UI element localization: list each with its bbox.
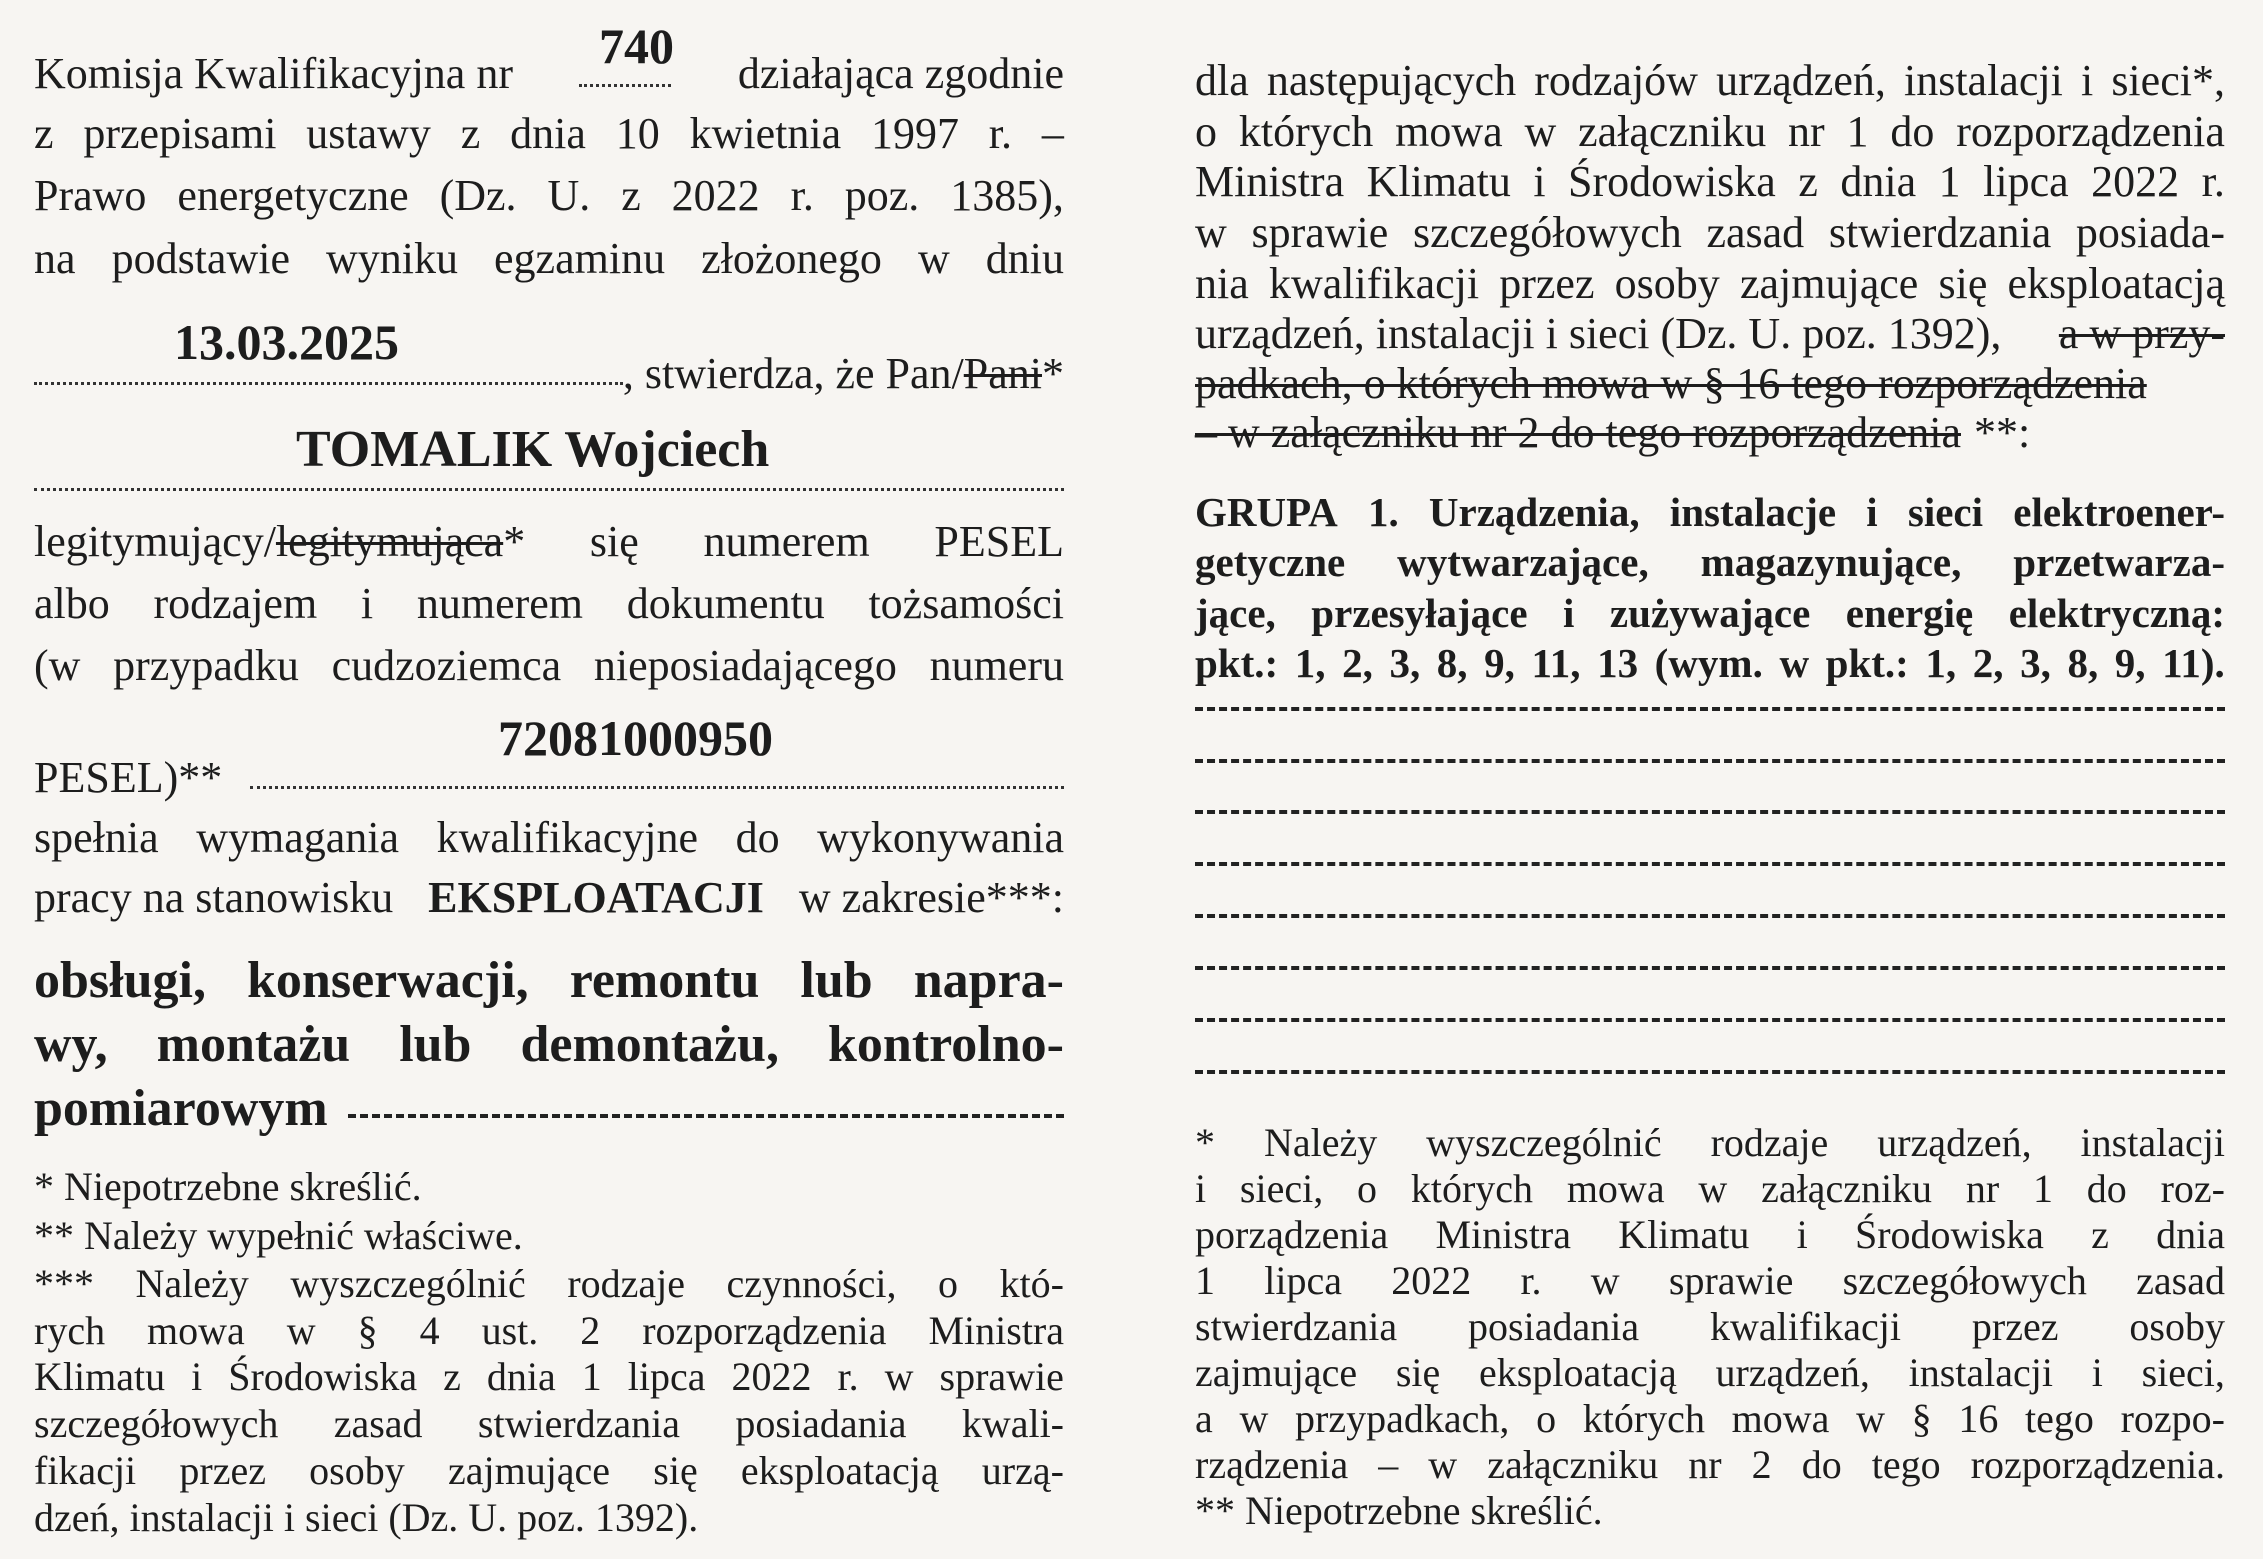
footnote: dzeń, instalacji i sieci (Dz. U. poz. 1392). bbox=[34, 1495, 699, 1540]
word: 2, bbox=[1342, 640, 1373, 686]
line-date: , stwierdza, że Pan/Pani* bbox=[34, 348, 1064, 400]
word: – bbox=[1041, 109, 1064, 158]
word: się bbox=[1938, 259, 1988, 308]
word: stwierdzania bbox=[1195, 1304, 1398, 1349]
word: załączniku bbox=[1761, 1166, 1933, 1211]
dashed-line bbox=[1195, 759, 2225, 763]
word: sprawie bbox=[939, 1354, 1064, 1399]
word: dla bbox=[1195, 56, 1249, 105]
word: Należy bbox=[135, 1261, 249, 1306]
footnote bbox=[1195, 1165, 2225, 1212]
word: i bbox=[360, 579, 374, 628]
word: nr bbox=[1965, 1166, 2000, 1211]
word: w bbox=[1590, 1258, 1620, 1303]
word: w bbox=[1239, 1396, 1269, 1441]
dashed-line bbox=[1195, 862, 2225, 866]
dashed-line bbox=[1195, 1018, 2225, 1022]
footnote bbox=[34, 1353, 1064, 1400]
word: przez bbox=[1971, 1304, 2059, 1349]
word: sieci bbox=[1907, 489, 1984, 535]
word: czynności, bbox=[726, 1261, 897, 1306]
word: pkt.: bbox=[1195, 640, 1279, 686]
text-line bbox=[1195, 207, 2225, 259]
word: przetwarza- bbox=[2013, 539, 2225, 585]
word: zajmujące bbox=[1195, 1350, 1358, 1395]
word: energetyczne bbox=[177, 171, 409, 220]
scope-line-last: pomiarowym bbox=[34, 1078, 1064, 1140]
word: w bbox=[1856, 1396, 1885, 1441]
commission-dots bbox=[579, 48, 671, 87]
word: eksploatacją bbox=[2007, 259, 2225, 308]
word: z bbox=[34, 109, 54, 158]
exam-date: 13.03.2025 bbox=[174, 314, 399, 370]
dashed-line bbox=[1195, 810, 2225, 814]
word: 3, bbox=[2020, 640, 2051, 686]
word: nieposiadającego bbox=[593, 641, 897, 690]
word: wymagania bbox=[196, 813, 400, 862]
word: dnia bbox=[510, 109, 586, 158]
word: w bbox=[1428, 1442, 1458, 1487]
word: napra- bbox=[913, 952, 1064, 1009]
word: sprawie bbox=[1251, 208, 1389, 257]
word: mowa bbox=[1731, 1396, 1830, 1441]
word: Klimatu bbox=[1366, 157, 1511, 206]
word: ustawy bbox=[306, 109, 431, 158]
word: z bbox=[443, 1354, 461, 1399]
group-line bbox=[1195, 588, 2225, 638]
line-position: pracy na stanowisku EKSPLOATACJI w zakresie***: bbox=[34, 873, 1064, 922]
word: poz. bbox=[844, 171, 920, 220]
word: Ministra bbox=[1435, 1212, 1571, 1257]
word: lub bbox=[399, 1016, 472, 1073]
word: i bbox=[191, 1354, 203, 1399]
word: i bbox=[1866, 489, 1878, 535]
word: i bbox=[2091, 1350, 2103, 1395]
word: stwierdzania bbox=[477, 1401, 681, 1446]
word: 1385), bbox=[950, 171, 1064, 220]
word: o bbox=[1536, 1396, 1557, 1441]
word: w bbox=[1524, 107, 1557, 156]
pesel-number: 72081000950 bbox=[498, 710, 773, 766]
word: 1997 bbox=[870, 109, 959, 158]
word: montażu bbox=[156, 1016, 351, 1073]
word: w bbox=[286, 1308, 316, 1353]
word: do bbox=[1890, 107, 1935, 156]
word: lipca bbox=[627, 1354, 706, 1399]
word: wy, bbox=[34, 1016, 108, 1073]
word: 11, bbox=[1531, 640, 1581, 686]
word: obsługi, bbox=[34, 952, 206, 1009]
word: 8, bbox=[1436, 640, 1468, 686]
word: fikacji bbox=[34, 1448, 137, 1493]
text-line bbox=[1195, 258, 2225, 310]
group-line bbox=[1195, 638, 2225, 688]
word: dnia bbox=[486, 1354, 556, 1399]
word: elektroener- bbox=[2013, 489, 2225, 535]
word: demontażu, bbox=[520, 1016, 780, 1073]
word: nia bbox=[1195, 259, 1249, 308]
word: 2022 bbox=[1391, 1258, 1472, 1303]
text-line bbox=[34, 578, 1064, 630]
word: numeru bbox=[929, 641, 1064, 690]
word: kwali- bbox=[961, 1401, 1064, 1446]
word: egzaminu bbox=[494, 234, 666, 283]
word: instalacje bbox=[1669, 489, 1837, 535]
word: wyniku bbox=[326, 234, 458, 283]
word: kwietnia bbox=[689, 109, 842, 158]
word: 9, bbox=[1484, 640, 1515, 686]
word: o bbox=[938, 1261, 959, 1306]
word: 4 bbox=[419, 1308, 440, 1353]
word: U. bbox=[547, 171, 591, 220]
footnote bbox=[34, 1307, 1064, 1354]
word: i bbox=[1195, 1166, 1207, 1211]
word: tożsamości bbox=[868, 579, 1064, 628]
text-line bbox=[34, 640, 1064, 692]
word: zajmujące bbox=[1739, 259, 1919, 308]
word: GRUPA bbox=[1195, 489, 1338, 535]
word: lipca bbox=[1983, 157, 2069, 206]
word: zajmujące bbox=[447, 1448, 611, 1493]
word: rozporządzenia. bbox=[1970, 1442, 2225, 1487]
word: przypadku bbox=[113, 641, 299, 690]
word: cudzoziemca bbox=[331, 641, 562, 690]
word: do bbox=[735, 813, 780, 862]
footnote bbox=[1195, 1257, 2225, 1304]
word: 2022 bbox=[671, 171, 760, 220]
word: urzą- bbox=[981, 1448, 1064, 1493]
word: urządzeń, bbox=[1877, 1120, 2032, 1165]
word: 1, bbox=[1294, 640, 1326, 686]
word: Ministra bbox=[928, 1308, 1064, 1353]
word: spełnia bbox=[34, 813, 159, 862]
word: Należy bbox=[1263, 1120, 1378, 1165]
word: mowa bbox=[1566, 1166, 1665, 1211]
dashed-line bbox=[1195, 707, 2225, 711]
group-line bbox=[1195, 537, 2225, 587]
word: na bbox=[34, 234, 76, 283]
word: z bbox=[1798, 157, 1818, 206]
name-dots bbox=[34, 488, 1064, 491]
scope-line bbox=[34, 1014, 1064, 1076]
word: eksploatacją bbox=[740, 1448, 939, 1493]
word: Środowiska bbox=[1854, 1212, 2044, 1257]
word: z bbox=[621, 171, 641, 220]
word: magazynujące, bbox=[1700, 539, 1962, 585]
dashed-line bbox=[1195, 1070, 2225, 1074]
word: o bbox=[1357, 1166, 1378, 1211]
word: Urządzenia, bbox=[1428, 489, 1640, 535]
word: kwalifikacyjne bbox=[436, 813, 699, 862]
footnote bbox=[34, 1447, 1064, 1494]
word: (Dz. bbox=[439, 171, 517, 220]
word: numerem bbox=[416, 579, 584, 628]
word: lipca bbox=[1264, 1258, 1342, 1303]
word: rodzaje bbox=[1710, 1120, 1829, 1165]
word: rodzajów bbox=[1534, 56, 1698, 105]
word: a bbox=[1195, 1396, 1213, 1441]
word: tego bbox=[1871, 1442, 1941, 1487]
pesel-dots bbox=[250, 752, 1064, 789]
word: 1 bbox=[2032, 1166, 2053, 1211]
word: r. bbox=[2201, 157, 2225, 206]
word: 2 bbox=[580, 1308, 601, 1353]
word: się bbox=[653, 1448, 698, 1493]
word: 1 bbox=[1938, 157, 1961, 206]
word: wykonywania bbox=[817, 813, 1064, 862]
commission-number: 740 bbox=[599, 18, 674, 74]
word: instalacji bbox=[2080, 1120, 2225, 1165]
word: (w bbox=[34, 641, 81, 690]
text-line bbox=[34, 108, 1064, 160]
date-dots bbox=[34, 348, 623, 385]
word: wytwarzające, bbox=[1397, 539, 1649, 585]
word: 1. bbox=[1367, 489, 1399, 535]
word: (wym. bbox=[1654, 640, 1763, 686]
word: rodzaje bbox=[567, 1261, 686, 1306]
word: w bbox=[1195, 208, 1227, 257]
line-pesel: PESEL)** bbox=[34, 752, 1064, 804]
word: złożonego bbox=[701, 234, 882, 283]
word: załączniku bbox=[1578, 107, 1767, 156]
word: wyszczególnić bbox=[290, 1261, 526, 1306]
word: 1 bbox=[581, 1354, 602, 1399]
line-commission: Komisja Kwalifikacyjna nr działająca zgodnie bbox=[34, 49, 1064, 98]
word: jące, bbox=[1195, 590, 1276, 636]
footnote: * Niepotrzebne skreślić. bbox=[34, 1164, 422, 1209]
word: przepisami bbox=[83, 109, 277, 158]
word: elektryczną: bbox=[2008, 590, 2225, 636]
word: szczegółowych bbox=[34, 1401, 279, 1446]
word: 11). bbox=[2162, 640, 2225, 686]
word: do bbox=[1801, 1442, 1842, 1487]
word: dokumentu bbox=[626, 579, 825, 628]
footnote bbox=[1195, 1119, 2225, 1166]
word: zasad bbox=[1706, 208, 1805, 257]
word: i bbox=[1796, 1212, 1808, 1257]
word: zasad bbox=[333, 1401, 423, 1446]
word: osoby bbox=[309, 1448, 405, 1493]
word: r. bbox=[790, 171, 814, 220]
word: z bbox=[460, 109, 481, 158]
word: instalacji bbox=[1903, 56, 2063, 105]
word: mowa bbox=[147, 1308, 245, 1353]
word: energię bbox=[1845, 590, 1974, 636]
word: – bbox=[1378, 1442, 1399, 1487]
word: pkt.: bbox=[1825, 640, 1909, 686]
word: wyszczególnić bbox=[1426, 1120, 1662, 1165]
word: przypadkach, bbox=[1295, 1396, 1510, 1441]
word: z bbox=[2091, 1212, 2109, 1257]
word: sprawie bbox=[1668, 1258, 1794, 1303]
word: załączniku bbox=[1487, 1442, 1659, 1487]
word: posiadania bbox=[1468, 1304, 1640, 1349]
word: sieci, bbox=[2141, 1350, 2225, 1395]
word: się bbox=[1395, 1350, 1441, 1395]
word: r. bbox=[837, 1354, 859, 1399]
word: szczegółowych bbox=[1842, 1258, 2087, 1303]
word: 10 bbox=[615, 109, 660, 158]
word: 13 bbox=[1597, 640, 1639, 686]
word: podstawie bbox=[111, 234, 290, 283]
word: posiadania bbox=[735, 1401, 907, 1446]
word: w bbox=[884, 1354, 914, 1399]
word: o bbox=[1195, 107, 1217, 156]
footnote bbox=[1195, 1349, 2225, 1396]
footnote bbox=[1195, 1395, 2225, 1442]
text-line bbox=[34, 812, 1064, 864]
text-line bbox=[34, 233, 1064, 285]
word: instalacji bbox=[1908, 1350, 2053, 1395]
footnote bbox=[1195, 1303, 2225, 1350]
word: przez bbox=[179, 1448, 266, 1493]
word: roz- bbox=[2160, 1166, 2225, 1211]
word: osoby bbox=[2129, 1304, 2225, 1349]
word: *** bbox=[34, 1261, 94, 1306]
line-identity: legitymujący/legitymująca* się numerem PESEL bbox=[34, 517, 1064, 566]
word: eksploatacją bbox=[1479, 1350, 1677, 1395]
word: Klimatu bbox=[1618, 1212, 1750, 1257]
word: nr bbox=[1688, 1442, 1722, 1487]
footnote bbox=[34, 1260, 1064, 1307]
footnote bbox=[34, 1400, 1064, 1447]
word: nr bbox=[1788, 107, 1825, 156]
word: urządzeń, bbox=[1715, 1350, 1870, 1395]
word: w bbox=[1698, 1166, 1728, 1211]
line-struck-start: urządzeń, instalacji i sieci (Dz. U. poz. 1392), a w przy- bbox=[1195, 309, 2225, 358]
word: zużywające bbox=[1609, 590, 1811, 636]
word: 2022 bbox=[2091, 157, 2180, 206]
word: konserwacji, bbox=[247, 952, 529, 1009]
text-line bbox=[34, 170, 1064, 222]
word: rozporządzenia bbox=[1956, 107, 2225, 156]
line-struck: padkach, o których mowa w § 16 tego rozporządzenia bbox=[1195, 359, 2147, 408]
word: 1 bbox=[1195, 1258, 1215, 1303]
word: albo bbox=[34, 579, 110, 628]
word: kwalifikacji bbox=[1709, 1304, 1902, 1349]
word: § bbox=[357, 1308, 378, 1353]
footnote: ** Niepotrzebne skreślić. bbox=[1195, 1488, 1603, 1533]
word: 2022 bbox=[731, 1354, 812, 1399]
word: rozporządzenia bbox=[642, 1308, 887, 1353]
word: Prawo bbox=[34, 171, 147, 220]
footnote bbox=[1195, 1211, 2225, 1258]
word: mowa bbox=[1395, 107, 1503, 156]
word: których bbox=[1582, 1396, 1705, 1441]
word: przesyłające bbox=[1311, 590, 1528, 636]
word: rządzenia bbox=[1195, 1442, 1349, 1487]
word: rozpo- bbox=[2120, 1396, 2225, 1441]
word: kwalifikacji bbox=[1268, 259, 1480, 308]
word: rodzajem bbox=[153, 579, 318, 628]
word: stwierdzania bbox=[1828, 208, 2052, 257]
scope-line bbox=[34, 950, 1064, 1012]
word: kontrolno- bbox=[827, 1016, 1064, 1073]
word: 2, bbox=[1972, 640, 2004, 686]
footnote: ** Należy wypełnić właściwe. bbox=[34, 1213, 523, 1258]
word: i bbox=[1533, 157, 1546, 206]
word: urządzeń, bbox=[1716, 56, 1886, 105]
word: w bbox=[917, 234, 950, 283]
word: 9, bbox=[2114, 640, 2146, 686]
word: 8, bbox=[2067, 640, 2099, 686]
word: 1, bbox=[1925, 640, 1957, 686]
word: następujących bbox=[1266, 56, 1517, 105]
word: i bbox=[1563, 590, 1575, 636]
word: do bbox=[2086, 1166, 2127, 1211]
word: tego bbox=[2025, 1396, 2094, 1441]
word: getyczne bbox=[1195, 539, 1346, 585]
word: dnia bbox=[2156, 1212, 2225, 1257]
word: sieci*, bbox=[2111, 56, 2225, 105]
word: Środowiska bbox=[228, 1354, 418, 1399]
text-line bbox=[1195, 55, 2225, 107]
word: sieci, bbox=[1239, 1166, 1324, 1211]
word: lub bbox=[800, 952, 873, 1009]
word: ust. bbox=[481, 1308, 539, 1353]
word: zasad bbox=[2136, 1258, 2225, 1303]
word: Środowiska bbox=[1568, 157, 1776, 206]
scope-dashes bbox=[348, 1078, 1064, 1118]
word: Ministra bbox=[1195, 157, 1345, 206]
word: dnia bbox=[1840, 157, 1917, 206]
word: rych bbox=[34, 1308, 106, 1353]
full-name: TOMALIK Wojciech bbox=[296, 421, 770, 478]
word: przez bbox=[1499, 259, 1595, 308]
word: porządzenia bbox=[1195, 1212, 1389, 1257]
word: 1 bbox=[1846, 107, 1869, 156]
word: Klimatu bbox=[34, 1354, 166, 1399]
word: któ- bbox=[999, 1261, 1064, 1306]
word: szczegółowych bbox=[1413, 208, 1682, 257]
word: i bbox=[2080, 56, 2094, 105]
text-line bbox=[1195, 156, 2225, 208]
word: § bbox=[1911, 1396, 1932, 1441]
word: r. bbox=[1520, 1258, 1542, 1303]
word: 3, bbox=[1389, 640, 1421, 686]
word: dniu bbox=[985, 234, 1064, 283]
dashed-line bbox=[1195, 966, 2225, 970]
line-struck-end: – w załączniku nr 2 do tego rozporządzenia **: bbox=[1195, 408, 2031, 457]
word: których bbox=[1410, 1166, 1534, 1211]
word: 2 bbox=[1751, 1442, 1772, 1487]
dashed-line bbox=[1195, 914, 2225, 918]
group-line bbox=[1195, 487, 2225, 537]
footnote bbox=[1195, 1441, 2225, 1488]
word: * bbox=[1195, 1120, 1215, 1165]
word: remontu bbox=[569, 952, 760, 1009]
word: 16 bbox=[1958, 1396, 1999, 1441]
word: r. bbox=[988, 109, 1013, 158]
word: osoby bbox=[1614, 259, 1720, 308]
word: posiada- bbox=[2075, 208, 2225, 257]
text-line bbox=[1195, 106, 2225, 158]
word: w bbox=[1779, 640, 1810, 686]
word: których bbox=[1238, 107, 1374, 156]
